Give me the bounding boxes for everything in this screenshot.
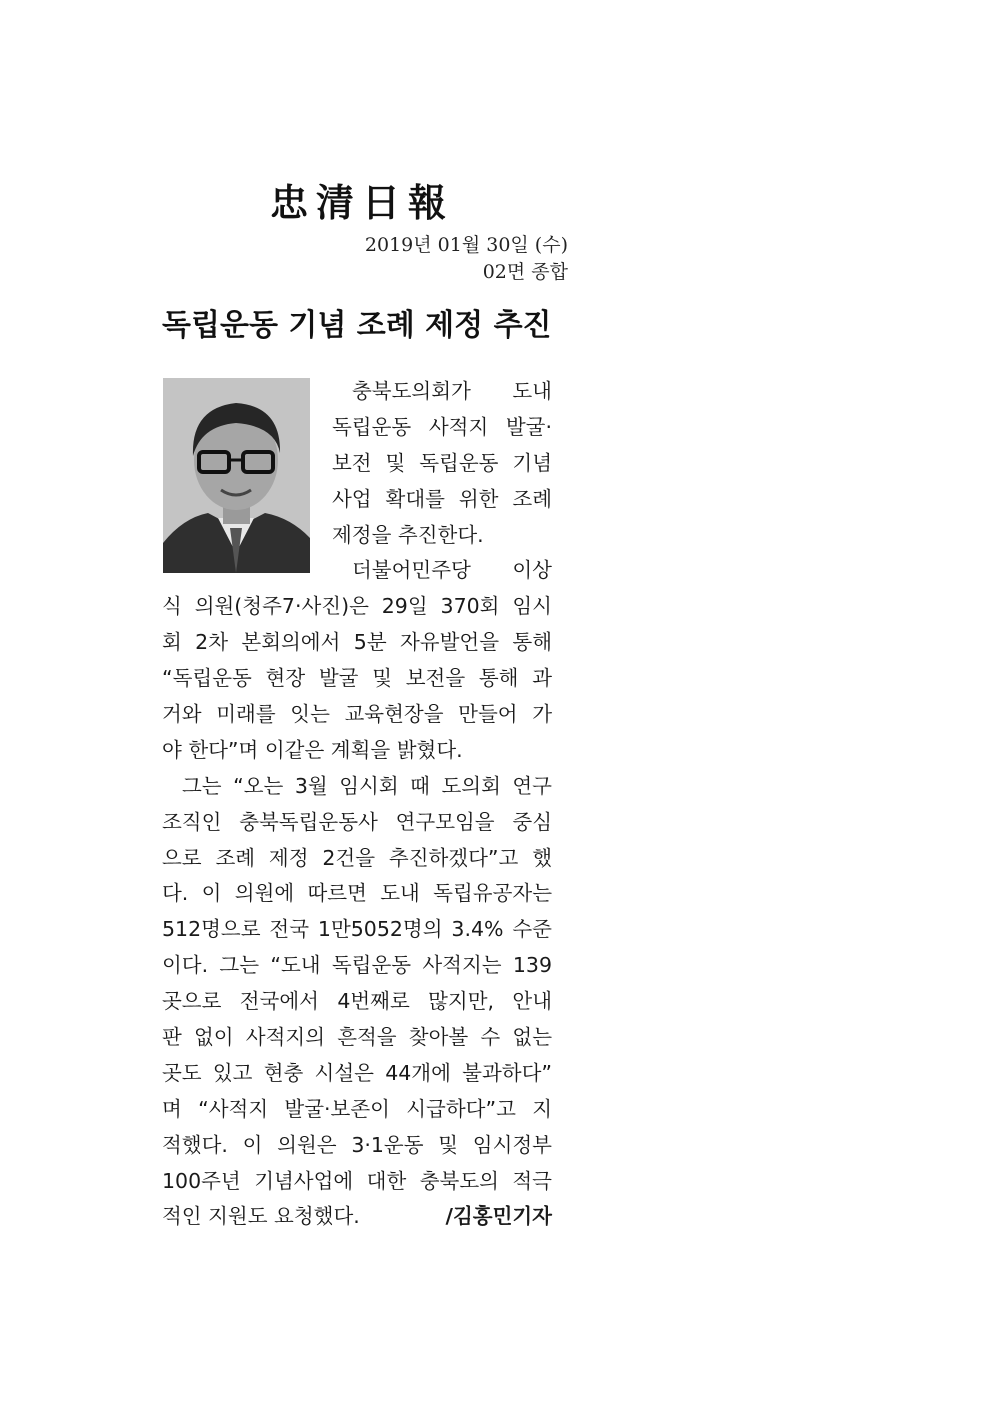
article-line: 야 한다”며 이같은 계획을 밝혔다. <box>162 737 463 762</box>
article-line: 으로 조례 제정 2건을 추진하겠다”고 했 <box>162 845 552 870</box>
publication-date: 2019년 01월 30일 (수) <box>364 234 568 256</box>
publication-info <box>300 232 568 286</box>
article-line: 사업 확대를 위한 조례 <box>332 486 552 511</box>
byline: /김홍민기자 <box>445 1204 552 1229</box>
article-line: 더불어민주당 이상 <box>352 558 552 583</box>
article-line: 그는 “오는 3월 임시회 때 도의회 연구 <box>182 773 552 798</box>
article-line: 곳도 있고 현충 시설은 44개에 불과하다” <box>162 1060 552 1085</box>
article-line: 적인 지원도 요청했다. <box>162 1204 360 1229</box>
article-headline: 독립운동 기념 조례 제정 추진 <box>162 308 552 343</box>
article-line: 보전 및 독립운동 기념 <box>332 450 552 475</box>
article-line: 며 “사적지 발굴·보존이 시급하다”고 지 <box>162 1096 552 1121</box>
article-line: 충북도의회가 도내 <box>352 379 552 403</box>
article-line: 이다. 그는 “도내 독립운동 사적지는 139 <box>162 953 552 978</box>
article-line: “독립운동 현장 발굴 및 보전을 통해 과 <box>162 666 552 691</box>
article-last-line <box>162 1199 552 1235</box>
article-line: 회 2차 본회의에서 5분 자유발언을 통해 <box>162 630 552 655</box>
article-line: 100주년 기념사업에 대한 충북도의 적극 <box>162 1168 552 1193</box>
article-line: 거와 미래를 잇는 교육현장을 만들어 가 <box>162 702 552 727</box>
article-line: 적했다. 이 의원은 3·1운동 및 임시정부 <box>162 1132 552 1157</box>
article-line: 독립운동 사적지 발굴· <box>332 414 552 439</box>
article-body <box>162 374 552 1235</box>
article-line: 식 의원(청주7·사진)은 29일 370회 임시 <box>162 594 552 619</box>
article-line: 512명으로 전국 1만5052명의 3.4% 수준 <box>162 917 552 942</box>
article-line: 조직인 충북독립운동사 연구모임을 중심 <box>162 809 552 834</box>
article-line: 판 없이 사적지의 흔적을 찾아볼 수 없는 <box>162 1025 552 1050</box>
article-line: 곳으로 전국에서 4번째로 많지만, 안내 <box>162 989 552 1014</box>
newspaper-masthead: 忠清日報 <box>270 180 455 225</box>
article-line: 다. 이 의원에 따르면 도내 독립유공자는 <box>162 881 552 906</box>
page-section: 02면 종합 <box>482 261 568 283</box>
article-line: 제정을 추진한다. <box>332 522 484 547</box>
